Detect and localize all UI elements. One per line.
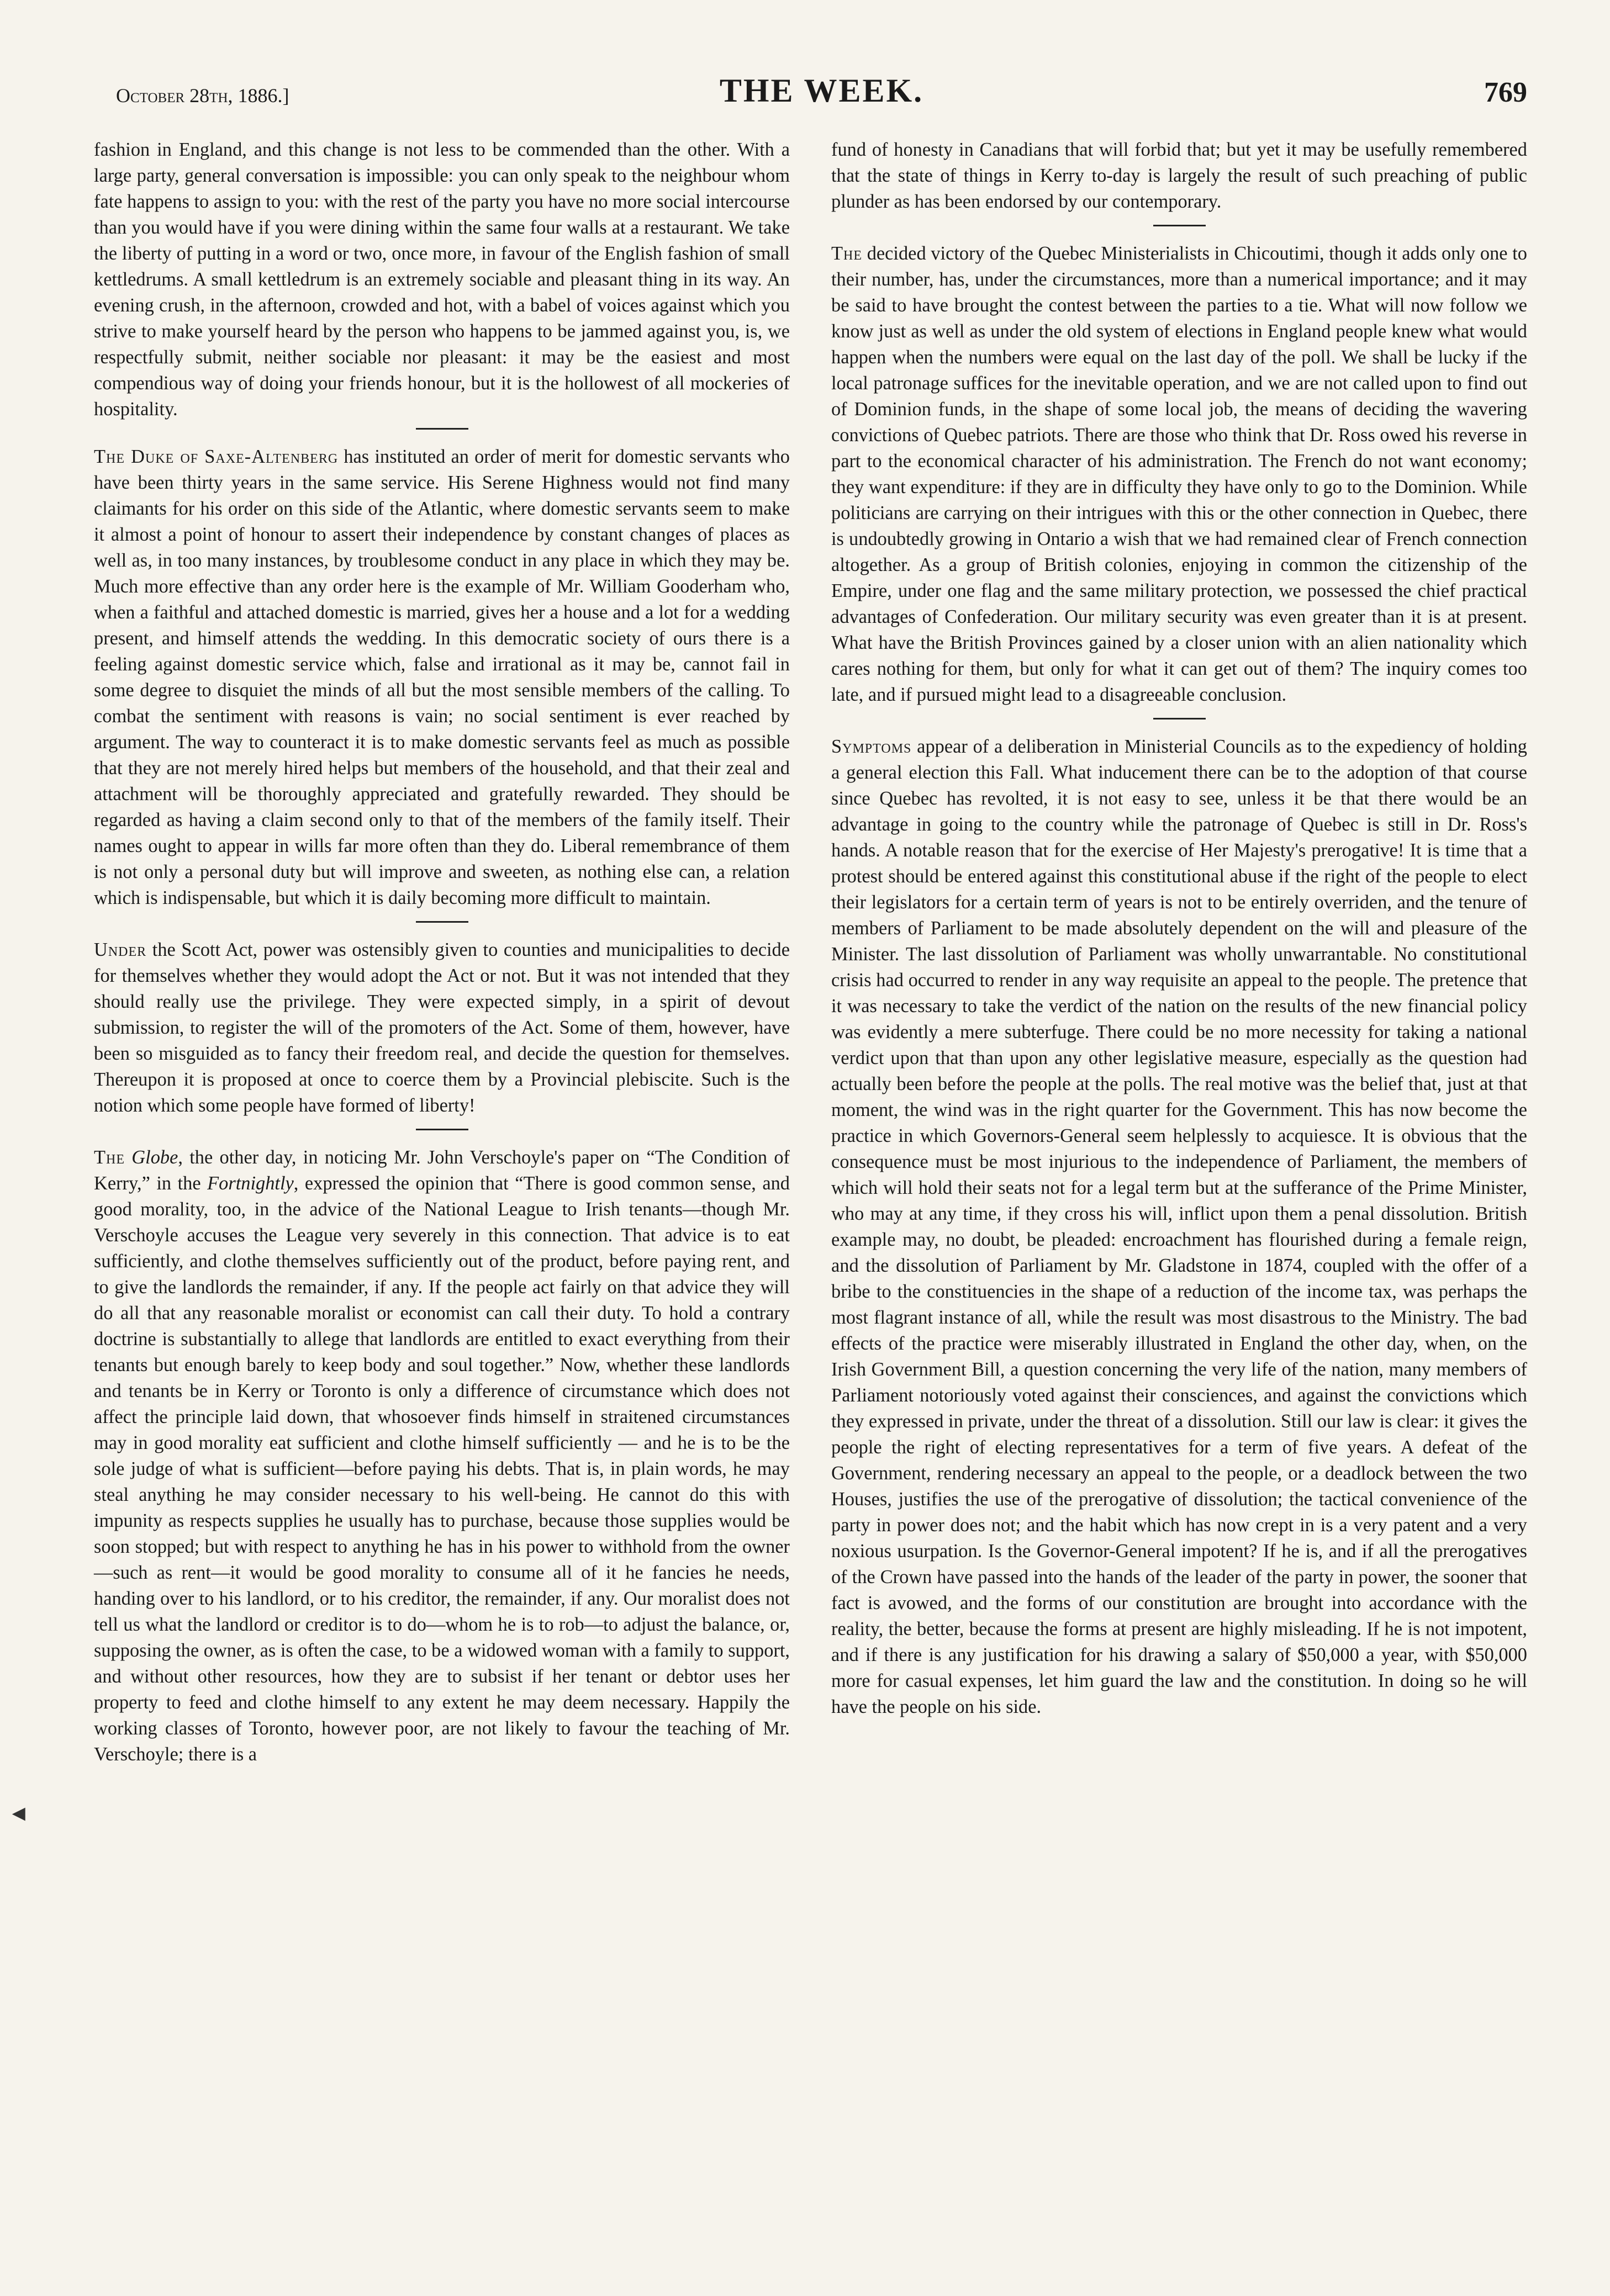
section-divider [416, 1129, 468, 1130]
article-body: has instituted an order of merit for domestic servants who have been thirty years in the same service. His Serene Highness would not find many claimants for his order on this side of the Atlantic, where domestic servants seem to make it almost a point of honour to assert their independence by constant changes of places as well as, in too many instances, by troublesome conduct in any place in which they may be. Much more effective than any order here is the example of Mr. William Gooderham who, when a faithful and attached domestic is married, gives her a house and a lot for a wedding present, and himself attends the wedding. In this democratic society of ours there is a feeling against domestic service which, false and irrational as it may be, cannot fail in some degree to disquiet the minds of all but the most sensible members of the calling. To combat the sentiment with reasons is vain; no social sentiment is ever reached by argument. The way to counteract it is to make domestic servants feel as much as possible that they are not merely hired helps but members of the household, and that their zeal and attachment will be thoroughly appreciated and gratefully rewarded. They should be regarded as having a claim second only to that of the members of the family itself. Their names ought to appear in wills far more often than they do. Liberal remembrance of them is not only a personal duty but will improve and sweeten, as nothing else can, a relation which is indispensable, but which it is daily becoming more difficult to maintain. [94, 446, 790, 908]
section-divider [416, 921, 468, 923]
article-kerry-continued: fund of honesty in Canadians that will forbid that; but yet it may be usefully remembered that the state of things in Kerry to-day is largely the result of such preaching of public plunder as has been endorsed by our contemporary. [831, 139, 1527, 212]
article-lead: Symptoms [831, 736, 912, 757]
article-scott-act [94, 937, 790, 1119]
right-column [831, 137, 1527, 1720]
article-kettledrums: fashion in England, and this change is not less to be commended than the other. With a large party, general conversation is impossible: you can only speak to the neighbour whom fate happens to assign to you: with the rest of the party you have no more social intercourse than you would have if you were dining within the same four walls at a restaurant. We take the liberty of putting in a word or two, once more, in favour of the English fashion of small kettledrums. A small kettledrum is an extremely sociable and pleasant thing in its way. An evening crush, in the afternoon, crowded and hot, with a babel of voices against which you strive to make yourself heard by the person who happens to be jammed against you, is, we respectfully submit, neither sociable nor pleasant: it may be the easiest and most compendious way of doing your friends honour, but it is the hollowest of all mockeries of hospitality. [94, 139, 790, 420]
article-lead: The [94, 1147, 125, 1168]
margin-arrow-icon: ◄ [8, 1801, 30, 1826]
article-general-election [831, 734, 1527, 1720]
article-body: , the other day, in noticing Mr. John Verschoyle's paper on “The Condition of Kerry,” in the [94, 1147, 790, 1194]
section-divider [416, 428, 468, 430]
publication-name-globe: Globe [131, 1147, 178, 1168]
section-divider [1153, 225, 1206, 226]
section-divider [1153, 718, 1206, 720]
masthead-title: THE WEEK. [719, 72, 924, 109]
issue-date: October 28th, 1886.] [116, 84, 289, 107]
article-chicoutimi [831, 241, 1527, 708]
page-number: 769 [1484, 77, 1527, 108]
article-body: decided victory of the Quebec Ministerialists in Chicoutimi, though it adds only one to their number, has, under the circumstances, more than a numerical importance; and it may be said to have brought the contest between the parties to a tie. What will now follow we know just as well as under the old system of elections in England people knew what would happen when the numbers were equal on the last day of the poll. We shall be lucky if the local patronage suffices for the inevitable operation, and we are not called upon to find out of Dominion funds, in the shape of some local job, the means of deciding the wavering convictions of Quebec patriots. There are those who think that Dr. Ross owed his reverse in part to the economical character of his administration. The French do not want economy; they want expenditure: if they are in difficulty they have only to go to the Dominion. While politicians are carrying on their intrigues with this or the other connection in Quebec, there is undoubtedly growing in Ontario a wish that we had remained clear of French connection altogether. As a group of British colonies, enjoying in common the citizenship of the Empire, under one flag and the same military protection, we possessed the chief practical advantages of Confederation. Our military security was even greater than it is at present. What have the British Provinces gained by a closer union with an alien nationality which cares nothing for them, but only for what it can get out of them? The inquiry comes too late, and if pursued might lead to a disagreeable conclusion. [831, 243, 1527, 705]
page-header [116, 72, 1527, 121]
article-body: the Scott Act, power was ostensibly given to counties and municipalities to decide for themselves whether they would adopt the Act or not. But it was not intended that they should really use the privilege. They were expected simply, in a spirit of devout submission, to register the will of the promoters of the Act. Some of them, however, have been so misguided as to fancy their freedom real, and decide the question for themselves. Thereupon it is proposed at once to coerce them by a Provincial plebiscite. Such is the notion which some people have formed of liberty! [94, 939, 790, 1116]
article-lead: The [831, 243, 862, 264]
article-body: , expressed the opinion that “There is good common sense, and good morality, too, in the advice of the National League to Irish tenants—though Mr. Verschoyle accuses the League very severely in this connection. That advice is to eat sufficiently, and clothe themselves sufficiently out of the product, before paying rent, and to give the landlords the remainder, if any. If the people act fairly on that advice they will do all that any reasonable moralist or economist can call their duty. To hold a contrary doctrine is substantially to allege that landlords are entitled to exact everything from their tenants but enough barely to keep body and soul together.” Now, whether these landlords and tenants be in Kerry or Toronto is only a difference of circumstance which does not affect the principle laid down, that whosoever finds himself in straitened circumstances may in good morality eat sufficient and clothe himself sufficiently — and he is to be the sole judge of what is sufficient—before paying his debts. That is, in plain words, he may steal anything he may consider necessary to his well-being. He cannot do this with impunity as respects supplies he usually has to purchase, because those supplies would be soon stopped; but with respect to anything he has in his power to withhold from the owner—such as rent—it would be good morality to consume all of it he fancies he needs, handing over to his landlord, or to his creditor, the remainder, if any. Our moralist does not tell us what the landlord or creditor is to do—whom he is to rob—to adjust the balance, or, supposing the owner, as is often the case, to be a widowed woman with a family to support, and without other resources, how they are to subsist if her tenant or debtor uses her property to feed and clothe himself to any extent he may deem necessary. Happily the working classes of Toronto, however poor, are not likely to favour the teaching of Mr. Verschoyle; there is a [94, 1173, 790, 1765]
article-lead: The Duke of Saxe-Altenberg [94, 446, 339, 467]
publication-name-fortnightly: Fortnightly [207, 1173, 294, 1194]
article-globe-kerry [94, 1145, 790, 1768]
article-lead: Under [94, 939, 147, 960]
article-body: appear of a deliberation in Ministerial Councils as to the expediency of holding a general election this Fall. What inducement there can be to the adoption of that course since Quebec has revolted, it is not easy to see, unless it be that there would be an advantage in going to the country while the patronage of Quebec is still in Dr. Ross's hands. A notable reason that for the exercise of Her Majesty's prerogative! It is time that a protest should be entered against this constitutional abuse if the right of the people to elect their legislators for a certain term of years is not to be entirely overriden, and the tenure of members of Parliament to be made absolutely dependent on the will and pleasure of the Minister. The last dissolution of Parliament was wholly unwarrantable. No constitutional crisis had occurred to render in any way requisite an appeal to the people. The pretence that it was necessary to take the verdict of the nation on the results of the new financial policy was evidently a mere subterfuge. There could be no more necessity for taking a national verdict upon that than upon any other legislative measure, especially as the question had actually been before the people at the polls. The real motive was the belief that, just at that moment, the wind was in the right quarter for the Government. This has now become the practice in which Governors-General seem helplessly to acquiesce. It is obvious that the consequence must be most injurious to the independence of Parliament, the members of which will hold their seats not for a legal term but at the sufferance of the Prime Minister, who may at any time, if they cross his will, inflict upon them a penal dissolution. British example may, no doubt, be pleaded: encroachment has flourished during a female reign, and the dissolution of Parliament by Mr. Gladstone in 1874, coupled with the offer of a bribe to the constituencies in the shape of a reduction of the income tax, was perhaps the most flagrant instance of all, while the result was most disastrous to the Ministry. The bad effects of the practice were miserably illustrated in England the other day, when, on the Irish Government Bill, a question concerning the very life of the nation, many members of Parliament notoriously voted against their consciences, and against the convictions which they expressed in private, under the threat of a dissolution. Still our law is clear: it gives the people the right of electing representatives for a term of five years. A defeat of the Government, rendering necessary an appeal to the people, or a deadlock between the two Houses, justifies the use of the prerogative of dissolution; the tactical convenience of the party in power does not; and the habit which has now crept in is a very patent and a very noxious usurpation. Is the Governor-General impotent? If he is, and if all the prerogatives of the Crown have passed into the hands of the leader of the party in power, the sooner that fact is avowed, and the forms of our constitution are brought into accordance with the reality, the better, because the forms at present are highly misleading. If he is not impotent, and if there is any justification for his drawing a salary of $50,000 a year, with $50,000 more for casual expenses, let him guard the law and the constitution. In doing so he will have the people on his side. [831, 736, 1527, 1717]
left-column [94, 137, 790, 1768]
article-duke-of-saxe-altenberg [94, 444, 790, 911]
